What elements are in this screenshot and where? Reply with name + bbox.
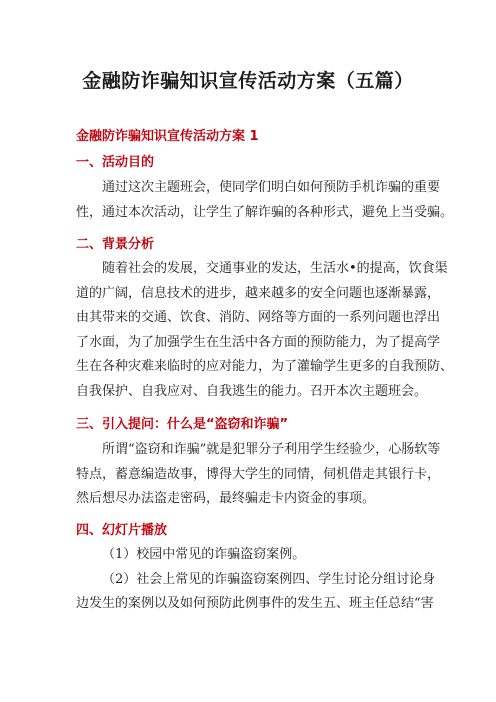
body-line: 通过这次主题班会，使同学们明白如何预防手机诈骗的重要 bbox=[102, 180, 441, 195]
body-line: 然后想尽办法盗走密码，最终骗走卡内资金的事项。 bbox=[76, 491, 376, 507]
body-line: 了水面，为了加强学生在生活中各方面的预防能力，为了提高学 bbox=[76, 334, 441, 350]
body-line: 道的广阔，信息技术的进步，越来越多的安全问题也逐渐暴露， bbox=[76, 285, 441, 301]
section-body-purpose bbox=[76, 176, 454, 225]
body-line: 生在各种灾难来临时的应对能力，为了灌输学生更多的自我预防、 bbox=[76, 359, 454, 375]
section-body-question bbox=[76, 438, 441, 512]
body-line: 自我保护、自我应对、自我逃生的能力。召开本次主题班会。 bbox=[76, 383, 428, 399]
section-heading-question: 三、引入提问：什么是“盗窃和诈骗” bbox=[76, 417, 289, 432]
body-line: 边发生的案例以及如何预防此例事件的发生五、班主任总结“害 bbox=[76, 596, 434, 612]
body-line: 随着社会的发展，交通事业的发达，生活水•的提高，饮食渠 bbox=[102, 261, 448, 276]
body-line: （2）社会上常见的诈骗盗窃案例四、学生讨论分组讨论身 bbox=[102, 571, 436, 587]
section-heading-purpose: 一、活动目的 bbox=[76, 155, 155, 170]
document-title: 金融防诈骗知识宣传活动方案（五篇） bbox=[82, 70, 414, 92]
section-heading-slides: 四、幻灯片播放 bbox=[76, 523, 168, 538]
body-line: 由其带来的交通、饮食、消防、网络等方面的一系列问题也浮出 bbox=[76, 310, 441, 326]
body-line: 特点，蓄意编造故事，博得大学生的同情，伺机借走其银行卡， bbox=[76, 466, 441, 482]
section-body-background bbox=[76, 257, 454, 405]
body-line: （1）校园中常见的诈骗盗窃案例。 bbox=[102, 547, 306, 562]
section-heading-background: 二、背景分析 bbox=[76, 237, 155, 252]
document-subtitle: 金融防诈骗知识宣传活动方案 1 bbox=[76, 129, 259, 144]
body-line: 所谓“盗窃和诈骗”就是犯罪分子利用学生经验少，心肠软等 bbox=[102, 442, 441, 457]
section-body-slides bbox=[76, 543, 436, 617]
body-line: 性，通过本次活动，让学生了解诈骗的各种形式，避免上当受骗。 bbox=[76, 204, 454, 220]
